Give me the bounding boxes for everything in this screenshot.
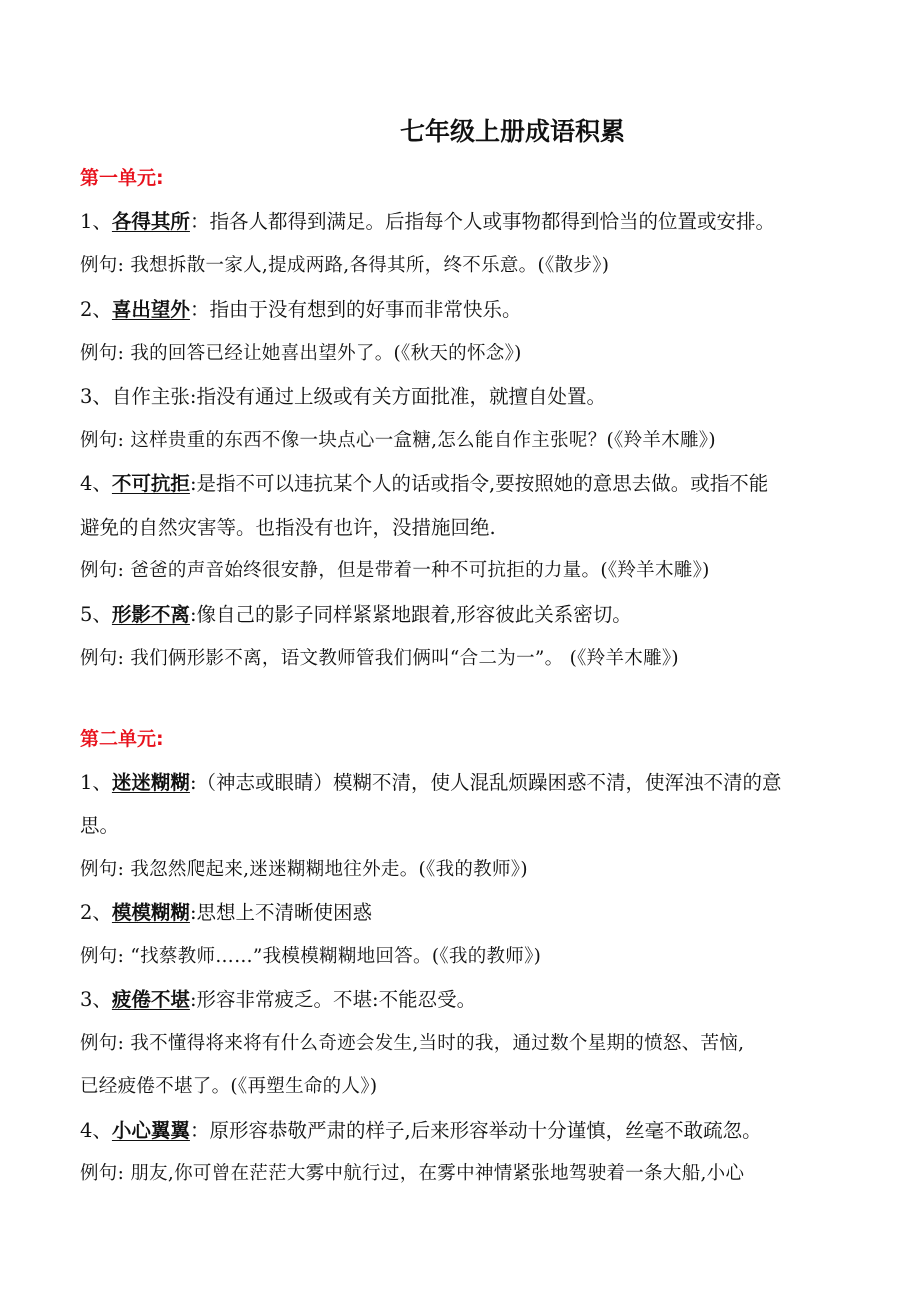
unit2-item4-example: 例句: 朋友,你可曾在茫茫大雾中航行过，在雾中神情紧张地驾驶着一条大船,小心 <box>80 1163 745 1184</box>
unit2-item1-cont: 思。 <box>80 814 120 837</box>
idiom: 喜出望外 <box>111 298 190 321</box>
unit1-heading: 第一单元: <box>80 167 164 189</box>
unit2-item3-example: 例句: 我不懂得将来将有什么奇迹会发生,当时的我，通过数个星期的愤怒、苦恼, <box>80 1033 745 1054</box>
idiom: 迷迷糊糊 <box>111 771 190 794</box>
page-title: 七年级上册成语积累 <box>399 117 625 146</box>
unit1-item2: 2、喜出望外：指由于没有想到的好事而非常快乐。 <box>80 298 522 321</box>
unit2-item1: 1、迷迷糊糊:（神志或眼睛）模糊不清，使人混乱烦躁困惑不清，使浑浊不清的意 <box>80 771 782 794</box>
unit1-item5: 5、形影不离:像自己的影子同样紧紧地跟着,形容彼此关系密切。 <box>80 603 632 626</box>
idiom: 各得其所 <box>111 210 190 233</box>
unit2-item1-example: 例句: 我忽然爬起来,迷迷糊糊地往外走。(《我的教师》) <box>80 859 528 880</box>
unit2-heading: 第二单元: <box>80 728 164 750</box>
idiom: 小心翼翼 <box>111 1119 190 1142</box>
unit1-item1: 1、各得其所：指各人都得到满足。后指每个人或事物都得到恰当的位置或安排。 <box>80 210 775 233</box>
unit1-item4-example: 例句: 爸爸的声音始终很安静，但是带着一种不可抗拒的力量。(《羚羊木雕》) <box>80 560 710 581</box>
idiom: 不可抗拒 <box>111 472 190 495</box>
unit2-item3-example-cont: 已经疲倦不堪了。(《再塑生命的人》) <box>80 1076 378 1097</box>
unit1-item4-cont: 避免的自然灾害等。也指没有也许，没措施回绝. <box>80 516 496 539</box>
unit1-item5-example: 例句: 我们俩形影不离，语文教师管我们俩叫“合二为一”。 (《羚羊木雕》) <box>80 648 679 669</box>
idiom: 模模糊糊 <box>111 901 190 924</box>
unit1-item4: 4、不可抗拒:是指不可以违抗某个人的话或指令,要按照她的意思去做。或指不能 <box>80 472 769 495</box>
unit1-item3-example: 例句: 这样贵重的东西不像一块点心一盒糖,怎么能自作主张呢？(《羚羊木雕》) <box>80 430 716 451</box>
idiom: 疲倦不堪 <box>111 988 190 1011</box>
unit2-item2: 2、模模糊糊:思想上不清晰使困惑 <box>80 901 373 924</box>
unit2-item2-example: 例句: “找蔡教师……”我模模糊糊地回答。(《我的教师》) <box>80 946 542 967</box>
unit1-item1-example: 例句: 我想拆散一家人,提成两路,各得其所，终不乐意。(《散步》) <box>80 255 610 276</box>
unit1-item2-example: 例句: 我的回答已经让她喜出望外了。(《秋天的怀念》) <box>80 343 522 364</box>
unit2-item3: 3、疲倦不堪:形容非常疲乏。不堪:不能忍受。 <box>80 988 477 1011</box>
unit1-item3: 3、自作主张:指没有通过上级或有关方面批准，就擅自处置。 <box>80 385 606 408</box>
idiom: 形影不离 <box>111 603 190 626</box>
unit2-item4: 4、小心翼翼：原形容恭敬严肃的样子,后来形容举动十分谨慎，丝毫不敢疏忽。 <box>80 1119 762 1142</box>
